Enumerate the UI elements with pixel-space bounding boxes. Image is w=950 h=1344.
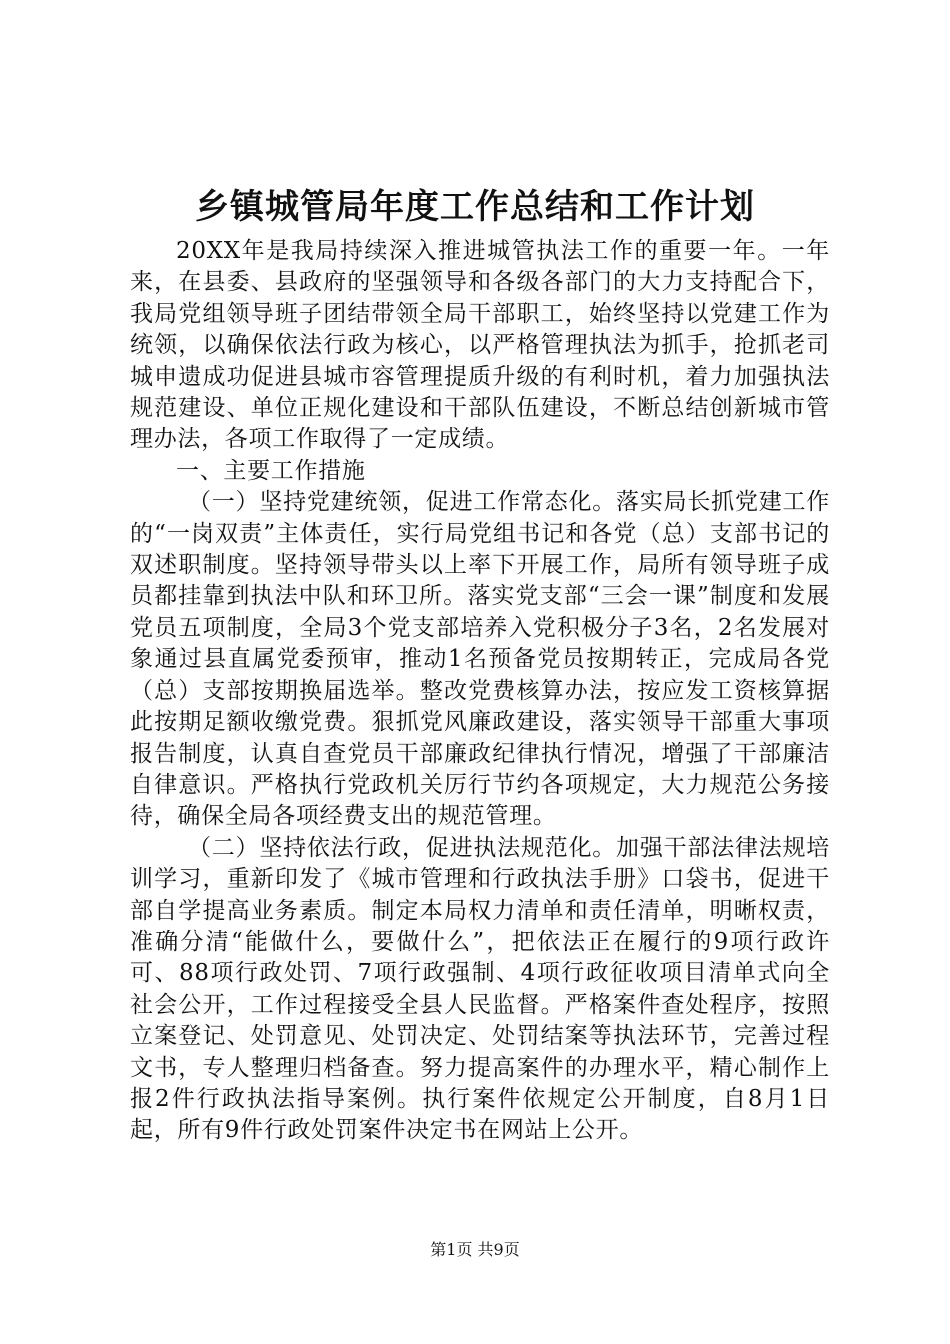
intro-paragraph: 20XX年是我局持续深入推进城管执法工作的重要一年。一年来，在县委、县政府的坚强领导和各级各部门的大力支持配合下，我局党组领导班子团结带领全局干部职工，始终坚持以党建工作为统领，以确保依法行政为核心，以严格管理执法为抓手，抢抓老司城申遗成功促进县城市容管理提质升级的有利时机，着力加强执法规范建设、单位正规化建设和干部队伍建设，不断总结创新城市管理办法，各项工作取得了一定成绩。 (130, 238, 830, 453)
measure-paragraph-2: （二）坚持依法行政，促进执法规范化。加强干部法律法规培训学习，重新印发了《城市管理和行政执法手册》口袋书，促进干部自学提高业务素质。制定本局权力清单和责任清单，明晰权责，准确分清“能做什么，要做什么”，把依法正在履行的9项行政许可、88项行政处罚、7项行政强制、4项行政征收项目清单式向全社会公开，工作过程接受全县人民监督。严格案件查处程序，按照立案登记、处罚意见、处罚决定、处罚结案等执法环节，完善过程文书，专人整理归档备查。努力提高案件的办理水平，精心制作上报2件行政执法指导案例。执行案件依规定公开制度，自8月1日起，所有9件行政处罚案件决定书在网站上公开。 (130, 834, 830, 1144)
page-number-footer: 第1页 共9页 (430, 1240, 520, 1259)
document-body (130, 236, 830, 1147)
measure-paragraph-1: （一）坚持党建统领，促进工作常态化。落实局长抓党建工作的“一岗双责”主体责任，实行局党组书记和各党（总）支部书记的双述职制度。坚持领导带头以上率下开展工作，局所有领导班子成员都挂靠到执法中队和环卫所。落实党支部“三会一课”制度和发展党员五项制度，全局3个党支部培养入党积极分子3名，2名发展对象通过县直属党委预审，推动1名预备党员按期转正，完成局各党（总）支部按期换届选举。整改党费核算办法，按应发工资核算据此按期足额收缴党费。狠抓党风廉政建设，落实领导干部重大事项报告制度，认真自查党员干部廉政纪律执行情况，增强了干部廉洁自律意识。严格执行党政机关厉行节约各项规定，大力规范公务接待，确保全局各项经费支出的规范管理。 (130, 489, 830, 830)
section-heading: 一、主要工作措施 (176, 457, 366, 484)
document-title: 乡镇城管局年度工作总结和工作计划 (195, 187, 755, 227)
